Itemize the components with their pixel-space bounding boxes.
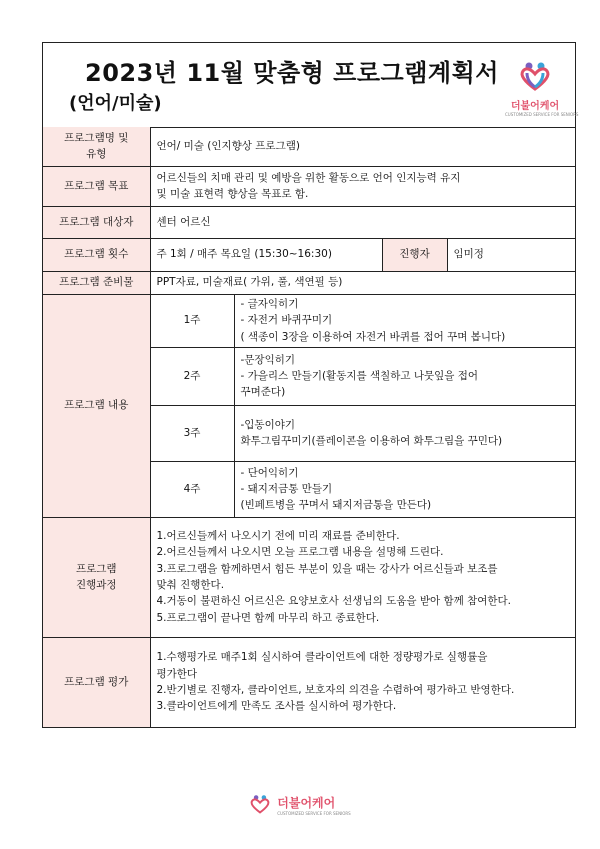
logo-name: 더불어케어 [510, 101, 560, 112]
row-program-evaluation [43, 637, 575, 727]
row-program-target [43, 206, 575, 238]
document-title: 2023년 11월 맞춤형 프로그램계획서 [85, 59, 499, 87]
label-program-evaluation: 프로그램 평가 [43, 637, 150, 727]
page-footer [0, 792, 600, 818]
row-program-goal [43, 166, 575, 206]
process-item: 5.프로그램이 끝나면 함께 마무리 하고 종료한다. [156, 611, 380, 624]
label-leader: 진행자 [382, 238, 447, 271]
care-heart-icon [249, 794, 271, 814]
value-program-target: 센터 어르신 [150, 206, 575, 238]
label-program-goal: 프로그램 목표 [43, 166, 150, 206]
week-text-2: -문장익히기 - 가을리스 만들기(활동지를 색칠하고 나뭇잎을 접어 꾸며준다) [234, 347, 575, 405]
logo-tagline: CUSTOMIZED SERVICE FOR SENIORS [505, 112, 579, 117]
company-logo [505, 61, 579, 123]
plan-table [43, 127, 575, 728]
footer-logo-name: 더불어케어 [277, 796, 336, 810]
week-text-1: - 글자익히기 - 자전거 바퀴꾸미기 ( 색종이 3장을 이용하여 자전거 바퀴를 접어 꾸며 봅니다) [234, 294, 575, 347]
row-program-materials [43, 271, 575, 294]
label-program-frequency: 프로그램 횟수 [43, 238, 150, 271]
evaluation-item: 2.반기별로 진행자, 클라이언트, 보호자의 의견을 수렴하여 평가하고 반영한다. [156, 684, 515, 696]
care-heart-icon [518, 61, 552, 91]
week-label-3: 3주 [150, 405, 234, 461]
week-label-2: 2주 [150, 347, 234, 405]
week-text-3: -입동이야기 화투그림꾸미기(플레이콘을 이용하여 화투그림을 꾸민다) [234, 405, 575, 461]
process-item: 4.거동이 불편하신 어르신은 요양보호사 선생님의 도움을 받아 함께 참여한다. [156, 595, 511, 608]
process-item: 3.프로그램을 함께하면서 힘든 부분이 있을 때는 강사가 어르신들과 보조를 맞춰 진행한다. [156, 562, 498, 591]
value-program-name: 언어/ 미술 (인지향상 프로그램) [150, 127, 575, 166]
label-program-content: 프로그램 내용 [43, 294, 150, 517]
week-label-4: 4주 [150, 461, 234, 517]
row-week-1 [43, 294, 575, 347]
label-program-name: 프로그램명 및 유형 [43, 127, 150, 166]
label-program-process: 프로그램 진행과정 [43, 517, 150, 637]
evaluation-item: 3.클라이언트에게 만족도 조사를 실시하여 평가한다. [156, 700, 397, 713]
row-program-process [43, 517, 575, 637]
value-program-goal: 어르신들의 치매 관리 및 예방을 위한 활동으로 언어 인지능력 유지 및 미술 표현력 향상을 목표로 함. [150, 166, 575, 206]
footer-logo [249, 792, 350, 816]
label-program-materials: 프로그램 준비물 [43, 271, 150, 294]
process-list [150, 517, 575, 637]
row-program-frequency [43, 238, 575, 271]
value-leader: 임미정 [447, 238, 575, 271]
plan-document [42, 42, 579, 728]
footer-logo-tagline: CUSTOMIZED SERVICE FOR SENIORS [277, 811, 351, 816]
document-subtitle: (언어/미술) [69, 93, 162, 114]
label-program-target: 프로그램 대상자 [43, 206, 150, 238]
document-header [43, 43, 579, 128]
evaluation-list [150, 637, 575, 727]
process-item: 2.어르신들께서 나오시면 오늘 프로그램 내용을 설명해 드린다. [156, 546, 444, 559]
row-program-name [43, 127, 575, 166]
value-program-frequency: 주 1회 / 매주 목요일 (15:30~16:30) [150, 238, 382, 271]
process-item: 1.어르신들께서 나오시기 전에 미리 재료를 준비한다. [156, 530, 400, 543]
evaluation-item: 1.수행평가로 매주1회 실시하여 클라이언트에 대한 정량평가로 실행률을 평가한다 [156, 651, 488, 680]
value-program-materials: PPT자료, 미술재료( 가위, 풀, 색연필 등) [150, 271, 575, 294]
week-text-4: - 단어익히기 - 돼지저금통 만들기 (빈페트병을 꾸며서 돼지저금통을 만든다) [234, 461, 575, 517]
week-label-1: 1주 [150, 294, 234, 347]
